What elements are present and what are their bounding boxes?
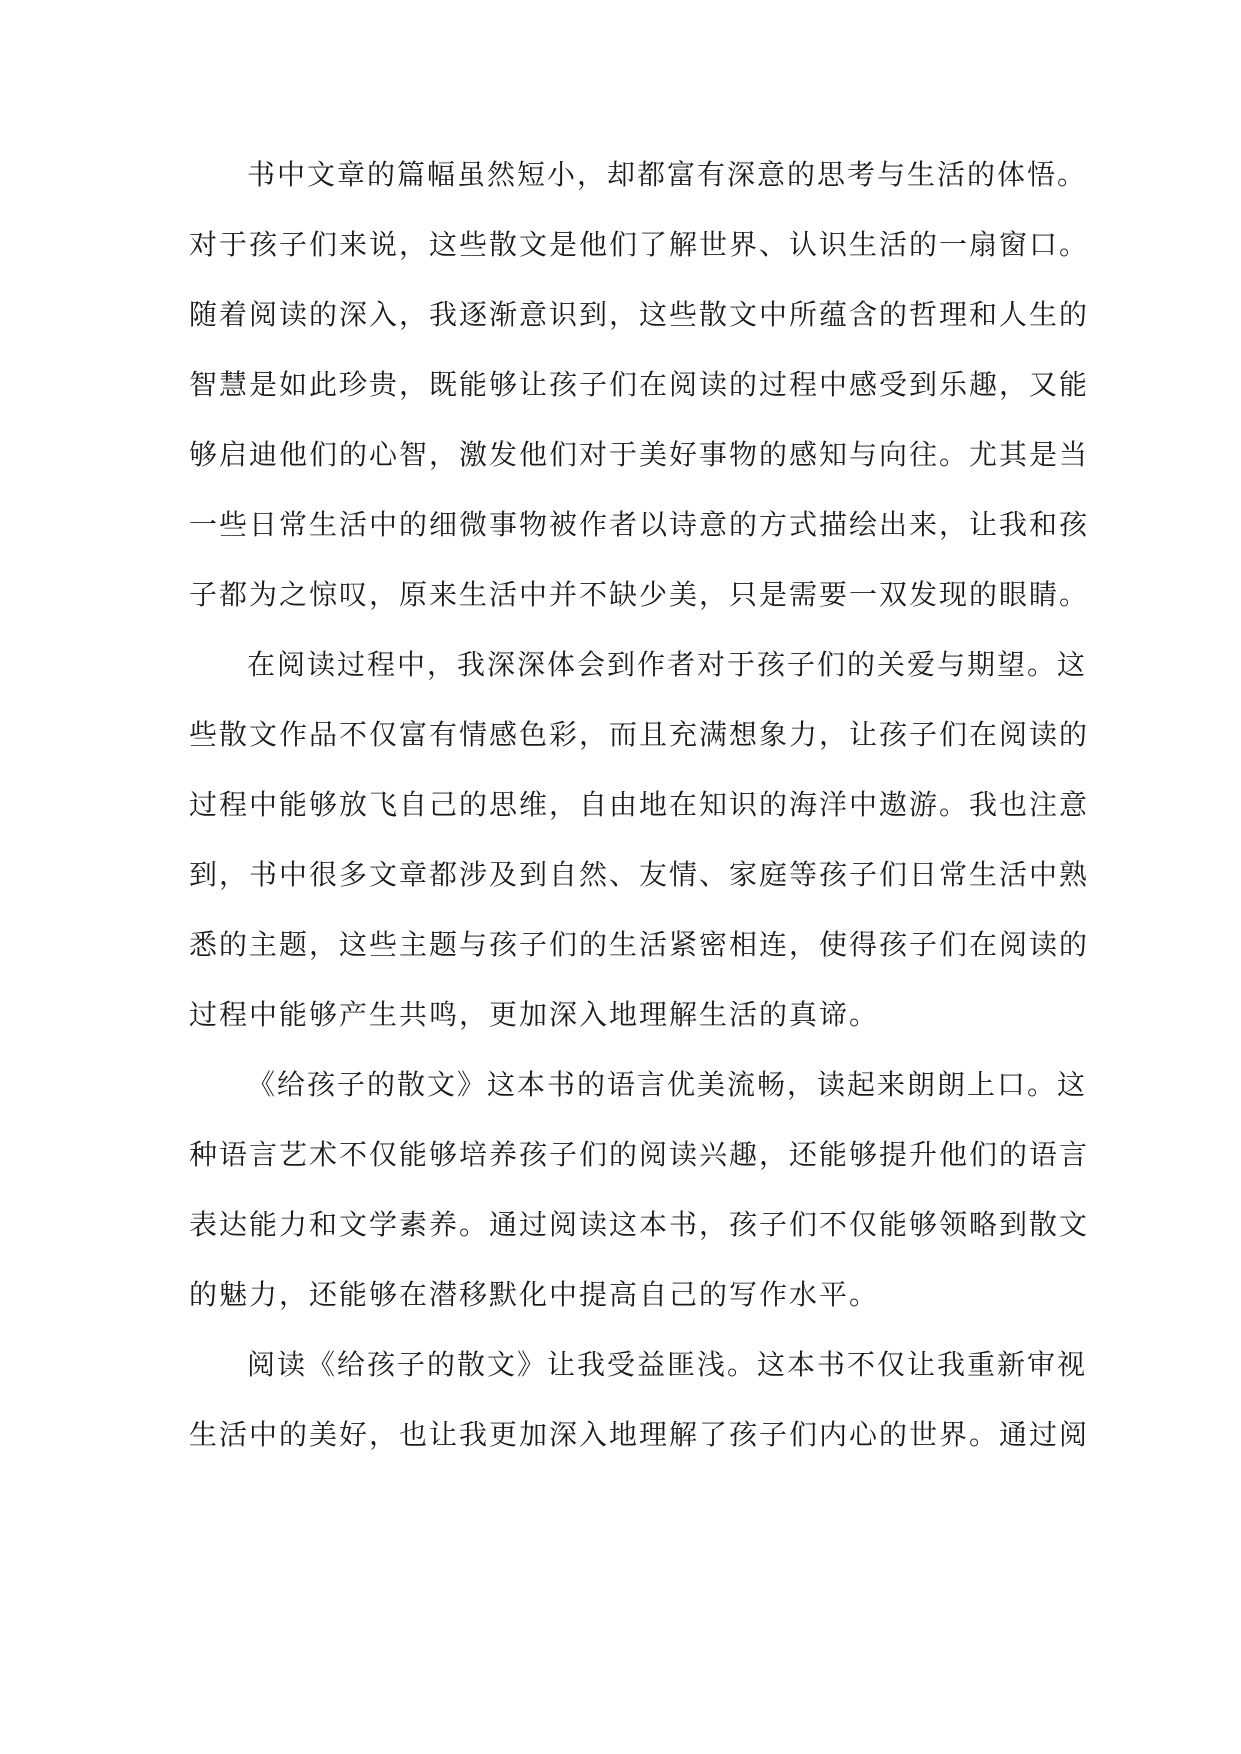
text-line: 在阅读过程中，我深深体会到作者对于孩子们的关爱与期望。这 <box>247 648 1088 681</box>
text-line: 够启迪他们的心智，激发他们对于美好事物的感知与向往。尤其是当 <box>189 438 1090 471</box>
text-line: 《给孩子的散文》这本书的语言优美流畅，读起来朗朗上口。这 <box>247 1068 1088 1101</box>
text-line: 随着阅读的深入，我逐渐意识到，这些散文中所蕴含的哲理和人生的 <box>189 298 1090 331</box>
text-line: 智慧是如此珍贵，既能够让孩子们在阅读的过程中感受到乐趣，又能 <box>189 368 1090 401</box>
text-line: 悉的主题，这些主题与孩子们的生活紧密相连，使得孩子们在阅读的 <box>189 928 1090 961</box>
text-line: 一些日常生活中的细微事物被作者以诗意的方式描绘出来，让我和孩 <box>189 508 1090 541</box>
text-line: 的魅力，还能够在潜移默化中提高自己的写作水平。 <box>189 1278 880 1311</box>
text-line: 生活中的美好，也让我更加深入地理解了孩子们内心的世界。通过阅 <box>189 1418 1090 1451</box>
text-line: 对于孩子们来说，这些散文是他们了解世界、认识生活的一扇窗口。 <box>189 228 1090 261</box>
text-line: 种语言艺术不仅能够培养孩子们的阅读兴趣，还能够提升他们的语言 <box>189 1138 1090 1171</box>
text-line: 表达能力和文学素养。通过阅读这本书，孩子们不仅能够领略到散文 <box>189 1208 1090 1241</box>
text-line: 书中文章的篇幅虽然短小，却都富有深意的思考与生活的体悟。 <box>247 158 1088 191</box>
paragraph-3 <box>189 1050 1090 1330</box>
text-line: 些散文作品不仅富有情感色彩，而且充满想象力，让孩子们在阅读的 <box>189 718 1090 751</box>
text-line: 子都为之惊叹，原来生活中并不缺少美，只是需要一双发现的眼睛。 <box>189 578 1090 611</box>
paragraph-1 <box>189 140 1090 630</box>
body-text <box>189 140 1090 1470</box>
paragraph-2 <box>189 630 1090 1050</box>
paragraph-4 <box>189 1330 1090 1470</box>
text-line: 过程中能够产生共鸣，更加深入地理解生活的真谛。 <box>189 998 880 1031</box>
text-line: 过程中能够放飞自己的思维，自由地在知识的海洋中遨游。我也注意 <box>189 788 1090 821</box>
text-line: 到，书中很多文章都涉及到自然、友情、家庭等孩子们日常生活中熟 <box>189 858 1090 891</box>
text-line: 阅读《给孩子的散文》让我受益匪浅。这本书不仅让我重新审视 <box>247 1348 1088 1381</box>
